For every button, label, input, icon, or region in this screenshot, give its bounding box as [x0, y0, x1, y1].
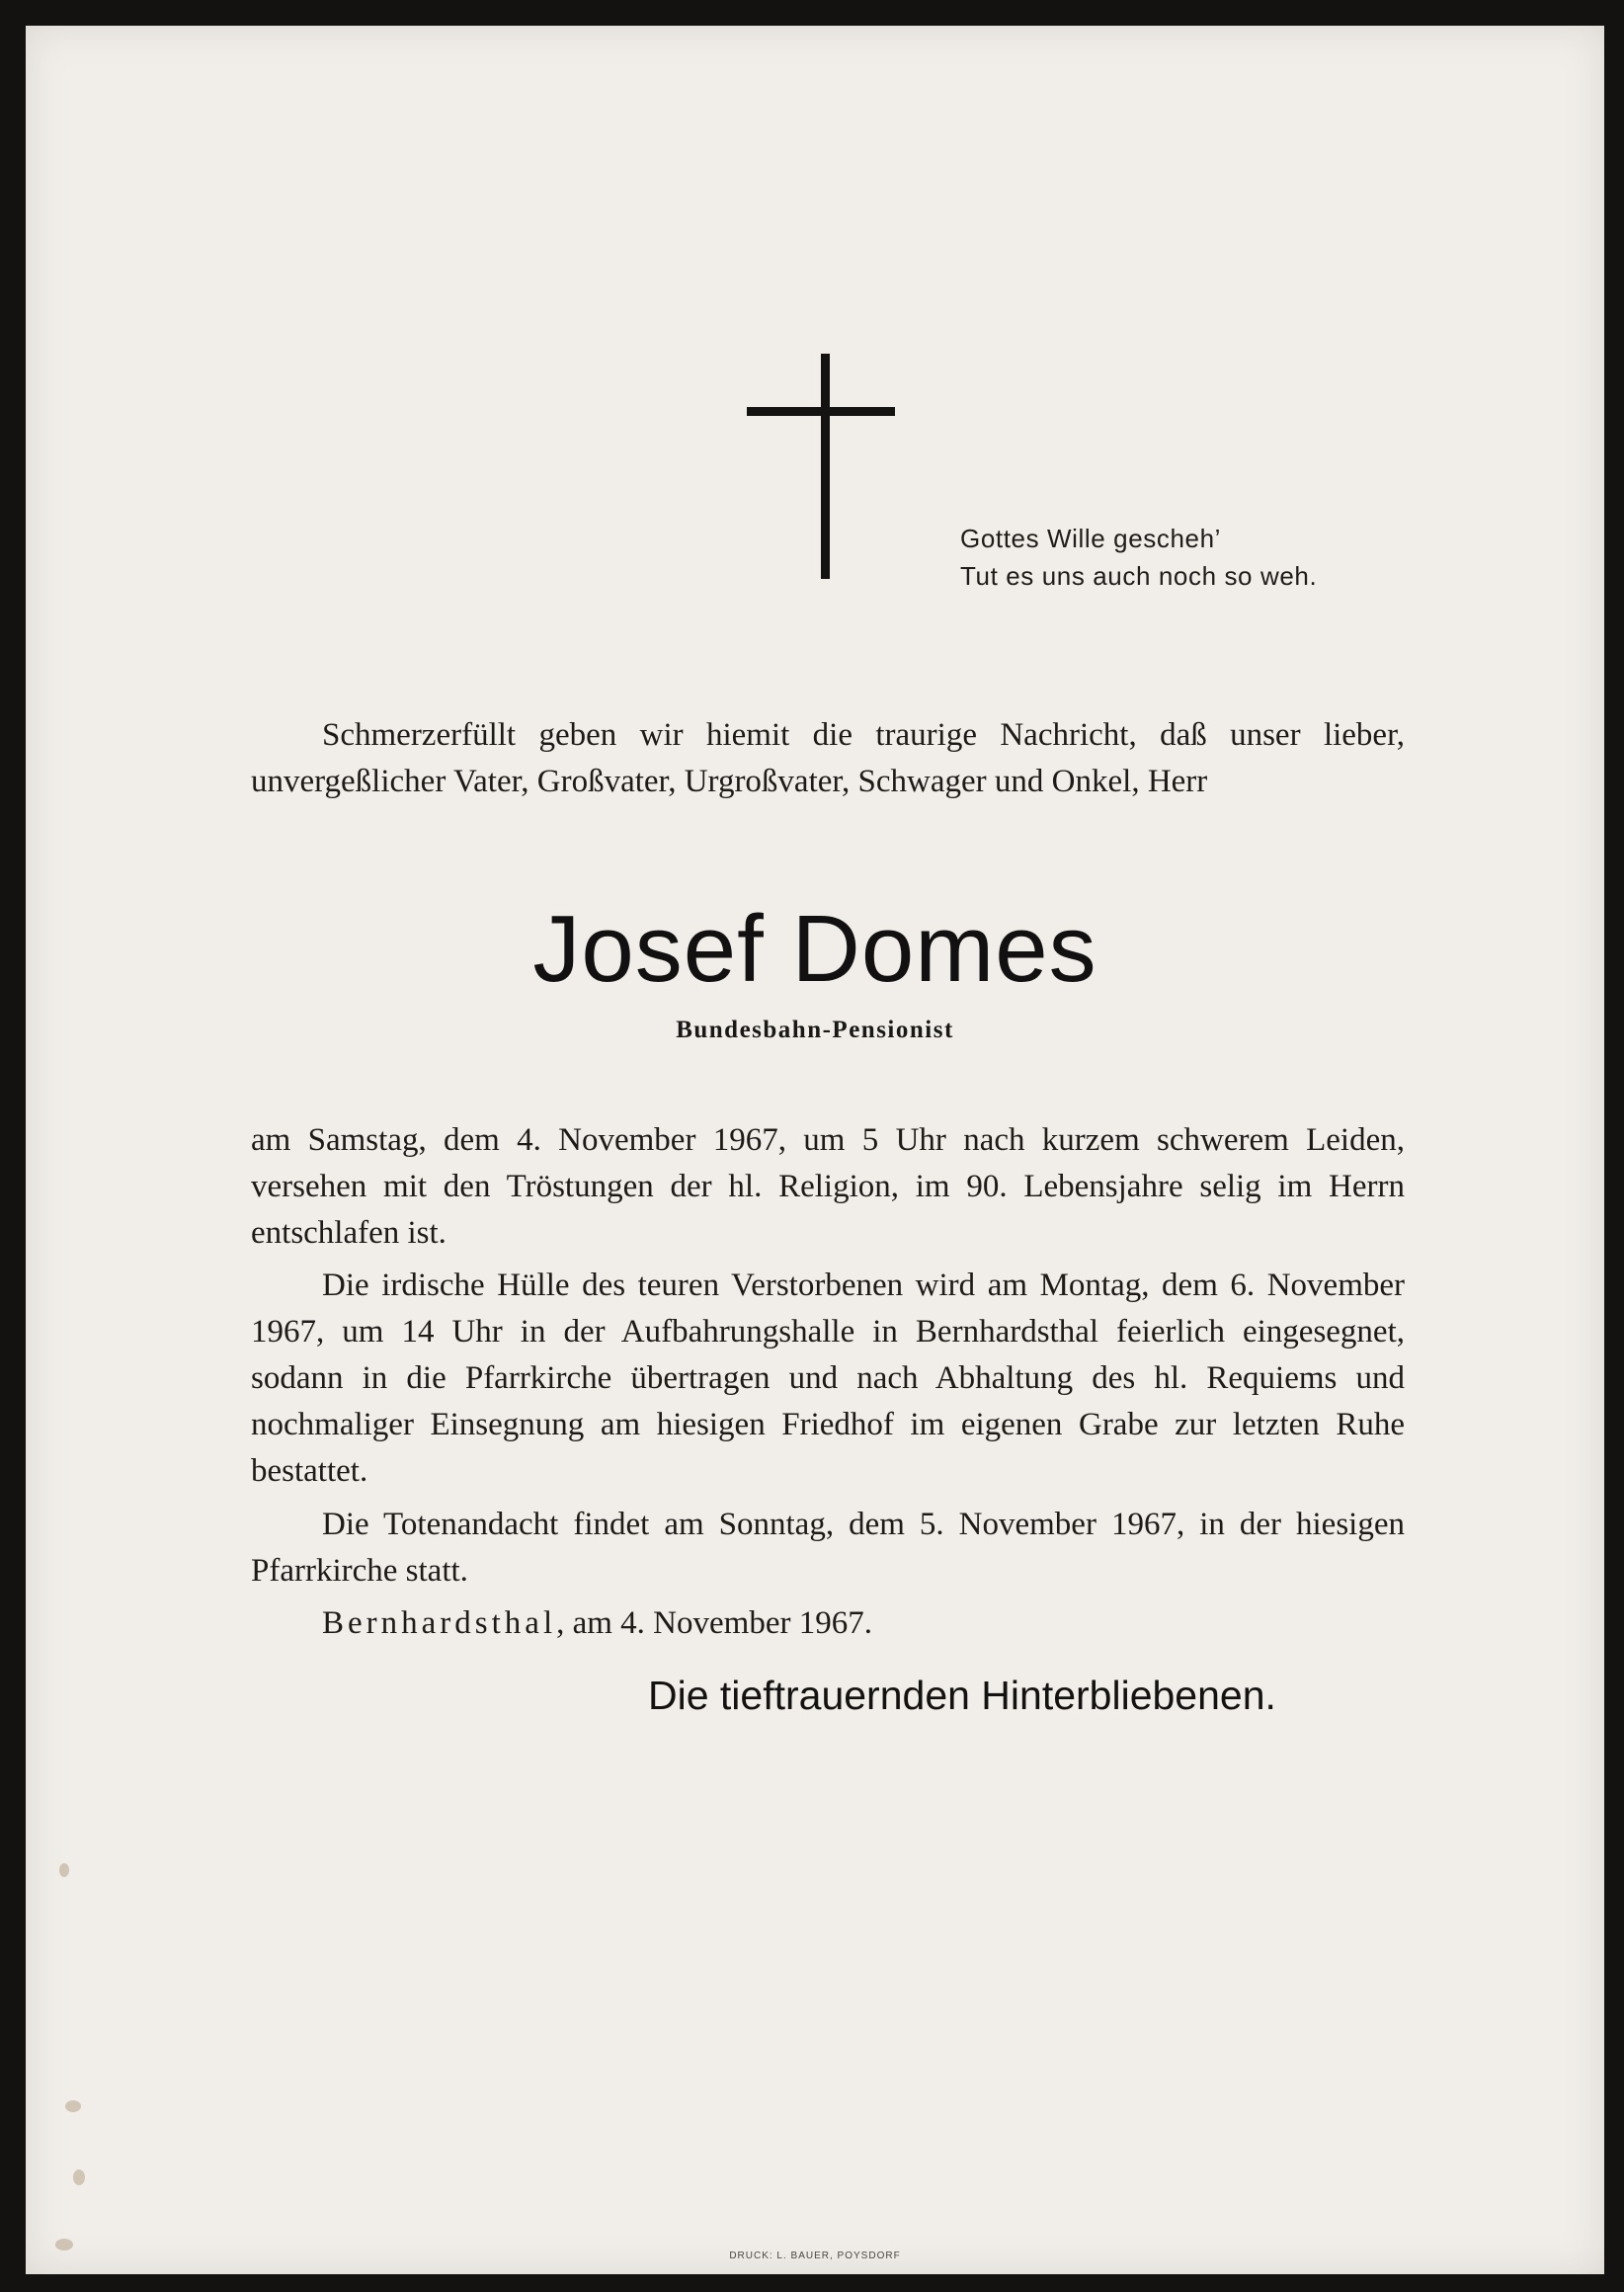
stain [73, 2169, 85, 2185]
motto [960, 520, 1317, 595]
stain [55, 2239, 73, 2251]
printer-imprint: DRUCK: L. BAUER, POYSDORF [729, 2251, 901, 2261]
death-notice-text: am Samstag, dem 4. November 1967, um 5 Uhr nach kurzem schwerem Leiden, versehen mit den Tröstungen der hl. Religion, im 90. Lebensjahre selig im Herrn entschlafen ist. [251, 1122, 1405, 1251]
motto-line-1: Gottes Wille gescheh’ [960, 524, 1222, 553]
signoff: Die tieftrauernden Hinterbliebenen. [648, 1673, 1276, 1718]
mourning-card [26, 26, 1604, 2274]
vigil-text: Die Totenandacht findet am Sonntag, dem 5. November 1967, in der hiesigen Pfarrkirche statt. [251, 1507, 1405, 1589]
deceased-occupation: Bundesbahn-Pensionist [676, 1017, 954, 1043]
stain [65, 2100, 81, 2112]
motto-line-2: Tut es uns auch noch so weh. [960, 561, 1318, 591]
deceased-name: Josef Domes [532, 896, 1097, 1002]
stain [59, 1863, 69, 1877]
funeral-text: Die irdische Hülle des teuren Verstorbenen wird am Montag, dem 6. November 1967, um 14 Uhr in der Aufbahrungshalle in Bernhardsthal feierlich eingesegnet, sodann in die Pfarrkirche übertragen und nach Abhaltung des hl. Requiems und nochmaliger Einsegnung am hiesigen Friedhof im eigenen Grabe zur letzten Ruhe bestattet. [251, 1268, 1405, 1489]
cross-icon [821, 354, 830, 579]
intro-text: Schmerzerfüllt geben wir hiemit die traurige Nachricht, daß unser lieber, unvergeßlicher Vater, Großvater, Urgroßvater, Schwager und Onkel, Herr [251, 717, 1405, 799]
cross-icon-beam [747, 407, 895, 416]
place-date-line [251, 1600, 1405, 1647]
place-name: Bernhardsthal [322, 1605, 557, 1641]
date-text: , am 4. November 1967. [556, 1605, 872, 1641]
